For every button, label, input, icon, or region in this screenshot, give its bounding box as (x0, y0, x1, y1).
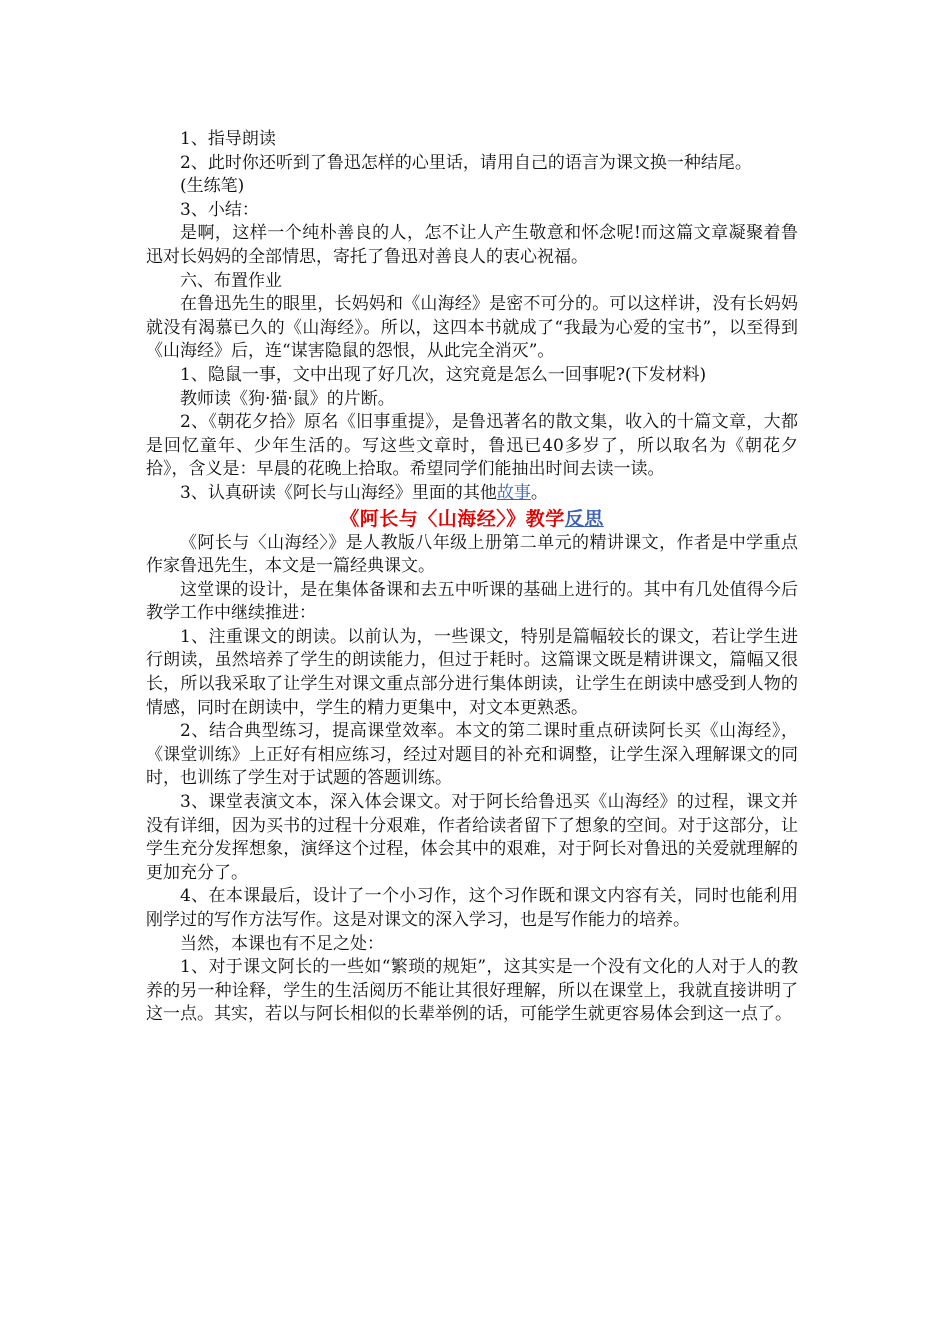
paragraph-shortcoming-rules: 1、对于课文阿长的一些如“繁琐的规矩”，这其实是一个没有文化的人对于人的教养的另一种诠释，学生的生活阅历不能让其很好理解，所以在课堂上，我就直接讲明了这一点。其实，若以与阿长相似的长辈举例的话，可能学生就更容易体会到这一点了。 (146, 957, 798, 1025)
document-page (146, 128, 798, 1027)
paragraph-shortcomings-heading: 当然，本课也有不足之处： (180, 933, 384, 954)
paragraph-dawn-blossoms: 2、《朝花夕拾》原名《旧事重提》，是鲁迅著名的散文集，收入的十篇文章，大都是回忆童年、少年生活的。写这些文章时，鲁迅已40多岁了，所以取名为《朝花夕拾》，含义是：早晨的花晚上拾取。希望同学们能抽出时间去读一读。 (146, 412, 798, 480)
paragraph-student-writing: (生练笔) (180, 176, 245, 197)
paragraph-guide-reading: 1、指导朗读 (180, 129, 276, 149)
paragraph-homework-intro: 在鲁迅先生的眼里，长妈妈和《山海经》是密不可分的。可以这样讲，没有长妈妈就没有渴慕已久的《山海经》。所以，这四本书就成了“我最为心爱的宝书”，以至得到《山海经》后，连“谋害隐鼠的怨恨，从此完全消灭”。 (146, 294, 798, 362)
paragraph-summary-heading: 3、小结： (180, 199, 259, 220)
paragraph-rewrite-ending: 2、此时你还听到了鲁迅怎样的心里话，请用自己的语言为课文换一种结尾。 (180, 152, 752, 173)
reflection-title-main: 《阿长与〈山海经〉》教学 (340, 507, 565, 530)
paragraph-homework-heading: 六、布置作业 (180, 270, 282, 291)
paragraph-summary: 是啊，这样一个纯朴善良的人，怎不让人产生敬意和怀念呢!而这篇文章凝聚着鲁迅对长妈妈的全部情思，寄托了鲁迅对善良人的衷心祝福。 (146, 223, 798, 267)
reflection-title-link[interactable]: 反思 (564, 507, 604, 530)
paragraph-hidden-mouse: 1、隐鼠一事，文中出现了好几次，这究竟是怎么一回事呢?(下发材料) (180, 364, 707, 385)
paragraph-other-stories (146, 482, 798, 506)
paragraph-point-exercises: 2、结合典型练习，提高课堂效率。本文的第二课时重点研读阿长买《山海经》，《课堂训练》上正好有相应练习，经过对题目的补充和调整，让学生深入理解课文的同时，也训练了学生对于试题的答题训练。 (146, 721, 798, 789)
paragraph-point-performance: 3、课堂表演文本，深入体会课文。对于阿长给鲁迅买《山海经》的过程，课文并没有详细，因为买书的过程十分艰难，作者给读者留下了想象的空间。对于这部分，让学生充分发挥想象，演绎这个过程，体会其中的艰难，对于阿长对鲁迅的关爱就理解的更加充分了。 (146, 792, 798, 883)
reflection-title (146, 506, 798, 532)
paragraph-point-reading: 1、注重课文的朗读。以前认为，一些课文，特别是篇幅较长的课文，若让学生进行朗读，虽然培养了学生的朗读能力，但过于耗时。这篇课文既是精讲课文，篇幅又很长，所以我采取了让学生对课文重点部分进行集体朗读，让学生在朗读中感受到人物的情感，同时在朗读中，学生的精力更集中，对文本更熟悉。 (146, 626, 798, 718)
paragraph-lesson-design: 这堂课的设计，是在集体备课和去五中听课的基础上进行的。其中有几处值得今后教学工作中继续推进： (146, 579, 798, 624)
story-link[interactable]: 故事 (496, 482, 531, 503)
paragraph-teacher-reads: 教师读《狗·猫·鼠》的片断。 (180, 388, 395, 409)
paragraph-point-writing: 4、在本课最后，设计了一个小习作，这个习作既和课文内容有关，同时也能利用刚学过的写作方法写作。这是对课文的深入学习，也是写作能力的培养。 (146, 886, 798, 930)
story-prefix: 3、认真研读《阿长与山海经》里面的其他 (180, 482, 497, 503)
story-suffix: 。 (530, 482, 548, 503)
paragraph-reflection-intro: 《阿长与〈山海经〉》是人教版八年级上册第二单元的精讲课文，作者是中学重点作家鲁迅先生，本文是一篇经典课文。 (146, 532, 798, 577)
